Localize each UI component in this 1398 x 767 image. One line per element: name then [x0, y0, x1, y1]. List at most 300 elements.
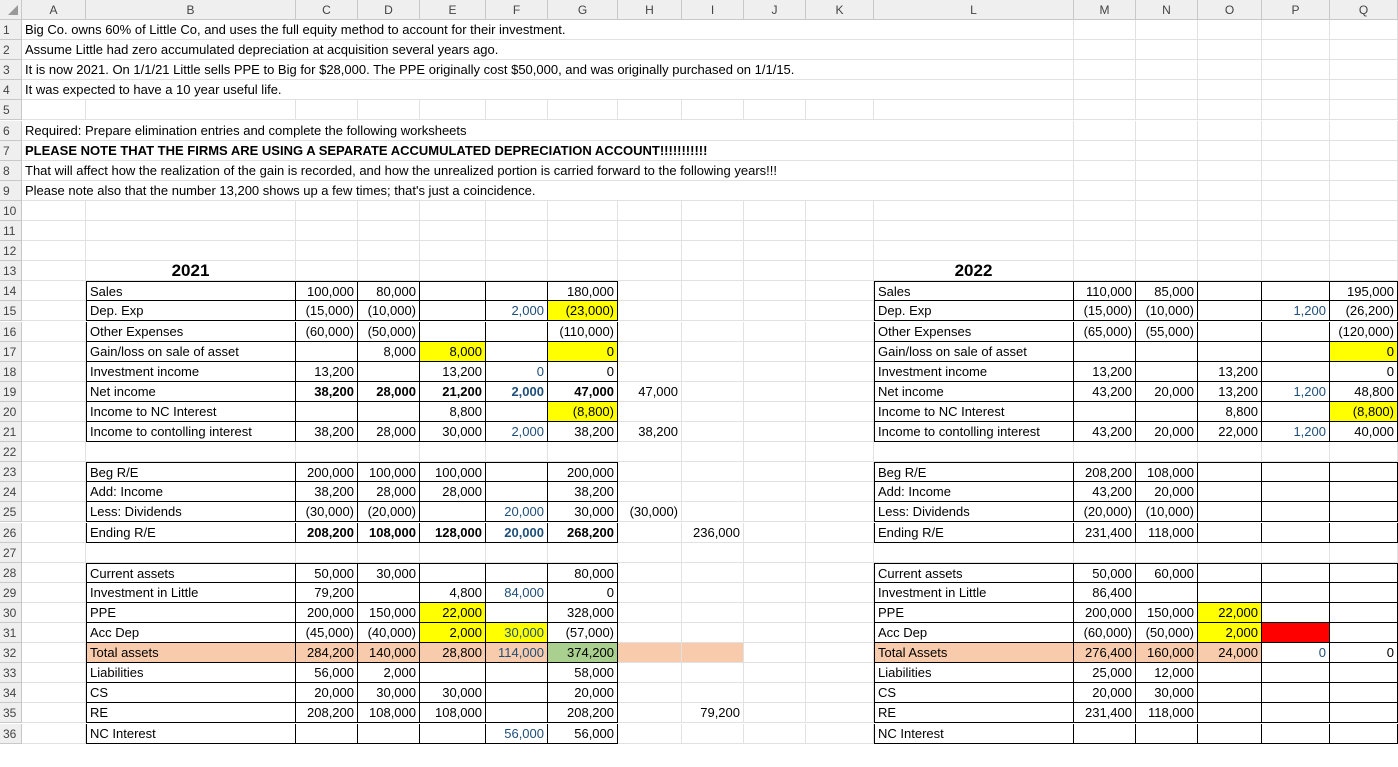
value-cell[interactable]: (20,000): [358, 502, 420, 522]
row-label[interactable]: CS: [874, 683, 1074, 703]
value-cell[interactable]: [1198, 683, 1262, 703]
grid-cell[interactable]: [1330, 221, 1398, 241]
value-cell[interactable]: 24,000: [1198, 643, 1262, 663]
value-cell[interactable]: (20,000): [1074, 502, 1136, 522]
note-text[interactable]: Assume Little had zero accumulated depreciation at acquisition several years ago.: [22, 40, 922, 60]
value-cell[interactable]: 108,000: [358, 523, 420, 543]
value-cell[interactable]: [1262, 523, 1330, 543]
value-cell[interactable]: [420, 563, 486, 583]
value-cell[interactable]: [1136, 362, 1198, 382]
grid-cell[interactable]: [22, 221, 86, 241]
grid-cell[interactable]: [744, 724, 806, 744]
column-header-f[interactable]: F: [486, 0, 548, 20]
grid-cell[interactable]: [22, 603, 86, 623]
value-cell[interactable]: [618, 603, 682, 623]
grid-cell[interactable]: [744, 683, 806, 703]
row-label[interactable]: RE: [86, 703, 296, 723]
value-cell[interactable]: 150,000: [358, 603, 420, 623]
value-cell[interactable]: [1262, 462, 1330, 482]
value-cell[interactable]: [682, 583, 744, 603]
column-header-c[interactable]: C: [296, 0, 358, 20]
value-cell[interactable]: [486, 281, 548, 301]
value-cell[interactable]: [1262, 362, 1330, 382]
value-cell[interactable]: [420, 502, 486, 522]
grid-cell[interactable]: [548, 241, 618, 261]
grid-cell[interactable]: [806, 382, 874, 402]
value-cell[interactable]: 38,200: [548, 422, 618, 442]
grid-cell[interactable]: [744, 523, 806, 543]
grid-cell[interactable]: [1330, 60, 1398, 80]
value-cell[interactable]: [682, 563, 744, 583]
row-header-9[interactable]: 9: [0, 181, 22, 201]
grid-cell[interactable]: [1136, 121, 1198, 141]
grid-cell[interactable]: [1262, 221, 1330, 241]
grid-cell[interactable]: [806, 703, 874, 723]
value-cell[interactable]: 0: [548, 342, 618, 362]
value-cell[interactable]: 8,000: [358, 342, 420, 362]
column-header-i[interactable]: I: [682, 0, 744, 20]
select-all-corner[interactable]: [0, 0, 22, 20]
value-cell[interactable]: [1262, 322, 1330, 342]
value-cell[interactable]: (30,000): [618, 502, 682, 522]
grid-cell[interactable]: [806, 100, 874, 120]
value-cell[interactable]: (10,000): [358, 301, 420, 321]
grid-cell[interactable]: [806, 281, 874, 301]
value-cell[interactable]: 231,400: [1074, 523, 1136, 543]
value-cell[interactable]: 13,200: [420, 362, 486, 382]
grid-cell[interactable]: [1074, 80, 1136, 100]
grid-cell[interactable]: [744, 563, 806, 583]
grid-cell[interactable]: [1136, 161, 1198, 181]
row-header-25[interactable]: 25: [0, 502, 22, 522]
grid-cell[interactable]: [1136, 261, 1198, 281]
grid-cell[interactable]: [22, 362, 86, 382]
grid-cell[interactable]: [874, 201, 1074, 221]
value-cell[interactable]: (8,800): [1330, 402, 1398, 422]
grid-cell[interactable]: [1074, 161, 1136, 181]
value-cell[interactable]: [618, 362, 682, 382]
row-header-17[interactable]: 17: [0, 342, 22, 362]
value-cell[interactable]: [618, 523, 682, 543]
grid-cell[interactable]: [1198, 241, 1262, 261]
value-cell[interactable]: 208,200: [1074, 462, 1136, 482]
value-cell[interactable]: [1330, 543, 1398, 563]
value-cell[interactable]: 2,000: [358, 663, 420, 683]
column-header-m[interactable]: M: [1074, 0, 1136, 20]
value-cell[interactable]: (23,000): [548, 301, 618, 321]
grid-cell[interactable]: [420, 100, 486, 120]
value-cell[interactable]: [1330, 724, 1398, 744]
value-cell[interactable]: 0: [1262, 643, 1330, 663]
value-cell[interactable]: [1262, 402, 1330, 422]
value-cell[interactable]: [358, 543, 420, 563]
grid-cell[interactable]: [744, 281, 806, 301]
value-cell[interactable]: 79,200: [296, 583, 358, 603]
value-cell[interactable]: [1198, 563, 1262, 583]
grid-cell[interactable]: [806, 362, 874, 382]
value-cell[interactable]: 22,000: [420, 603, 486, 623]
value-cell[interactable]: [682, 301, 744, 321]
grid-cell[interactable]: [22, 523, 86, 543]
value-cell[interactable]: 47,000: [548, 382, 618, 402]
grid-cell[interactable]: [1198, 261, 1262, 281]
grid-cell[interactable]: [1262, 161, 1330, 181]
value-cell[interactable]: 79,200: [682, 703, 744, 723]
grid-cell[interactable]: [1074, 141, 1136, 161]
column-header-p[interactable]: P: [1262, 0, 1330, 20]
grid-cell[interactable]: [1262, 241, 1330, 261]
value-cell[interactable]: [682, 502, 744, 522]
row-header-35[interactable]: 35: [0, 703, 22, 723]
grid-cell[interactable]: [22, 100, 86, 120]
value-cell[interactable]: 40,000: [1330, 422, 1398, 442]
row-header-6[interactable]: 6: [0, 121, 22, 141]
value-cell[interactable]: [358, 583, 420, 603]
grid-cell[interactable]: [874, 221, 1074, 241]
row-label[interactable]: PPE: [874, 603, 1074, 623]
row-header-28[interactable]: 28: [0, 563, 22, 583]
value-cell[interactable]: 140,000: [358, 643, 420, 663]
grid-cell[interactable]: [806, 221, 874, 241]
column-header-n[interactable]: N: [1136, 0, 1198, 20]
grid-cell[interactable]: [744, 482, 806, 502]
value-cell[interactable]: [1262, 603, 1330, 623]
row-header-18[interactable]: 18: [0, 362, 22, 382]
grid-cell[interactable]: [22, 502, 86, 522]
value-cell[interactable]: 13,200: [1198, 362, 1262, 382]
grid-cell[interactable]: [296, 201, 358, 221]
grid-cell[interactable]: [22, 663, 86, 683]
grid-cell[interactable]: [22, 543, 86, 563]
row-label[interactable]: Current assets: [86, 563, 296, 583]
value-cell[interactable]: [682, 543, 744, 563]
value-cell[interactable]: [358, 362, 420, 382]
row-header-30[interactable]: 30: [0, 603, 22, 623]
value-cell[interactable]: 110,000: [1074, 281, 1136, 301]
value-cell[interactable]: (50,000): [1136, 623, 1198, 643]
grid-cell[interactable]: [1198, 121, 1262, 141]
grid-cell[interactable]: [806, 261, 874, 281]
grid-cell[interactable]: [682, 100, 744, 120]
grid-cell[interactable]: [1136, 241, 1198, 261]
value-cell[interactable]: [1330, 563, 1398, 583]
value-cell[interactable]: [358, 442, 420, 462]
value-cell[interactable]: [682, 482, 744, 502]
grid-cell[interactable]: [806, 724, 874, 744]
grid-cell[interactable]: [1074, 261, 1136, 281]
row-label[interactable]: [86, 543, 296, 563]
value-cell[interactable]: 50,000: [1074, 563, 1136, 583]
value-cell[interactable]: 21,200: [420, 382, 486, 402]
value-cell[interactable]: 108,000: [358, 703, 420, 723]
value-cell[interactable]: 0: [548, 583, 618, 603]
value-cell[interactable]: 374,200: [548, 643, 618, 663]
value-cell[interactable]: 38,200: [618, 422, 682, 442]
value-cell[interactable]: 150,000: [1136, 603, 1198, 623]
value-cell[interactable]: 30,000: [358, 563, 420, 583]
row-header-19[interactable]: 19: [0, 382, 22, 402]
grid-cell[interactable]: [1330, 261, 1398, 281]
value-cell[interactable]: 0: [486, 362, 548, 382]
value-cell[interactable]: [1262, 502, 1330, 522]
grid-cell[interactable]: [744, 362, 806, 382]
value-cell[interactable]: 0: [1330, 643, 1398, 663]
value-cell[interactable]: [1330, 583, 1398, 603]
value-cell[interactable]: [682, 462, 744, 482]
value-cell[interactable]: [682, 643, 744, 663]
value-cell[interactable]: (60,000): [1074, 623, 1136, 643]
value-cell[interactable]: [1136, 442, 1198, 462]
value-cell[interactable]: 30,000: [548, 502, 618, 522]
value-cell[interactable]: [618, 301, 682, 321]
grid-cell[interactable]: [744, 603, 806, 623]
grid-cell[interactable]: [86, 241, 296, 261]
value-cell[interactable]: [618, 482, 682, 502]
grid-cell[interactable]: [1262, 201, 1330, 221]
grid-cell[interactable]: [22, 261, 86, 281]
column-header-o[interactable]: O: [1198, 0, 1262, 20]
column-header-d[interactable]: D: [358, 0, 420, 20]
value-cell[interactable]: [1198, 462, 1262, 482]
value-cell[interactable]: [1074, 402, 1136, 422]
grid-cell[interactable]: [22, 482, 86, 502]
value-cell[interactable]: 56,000: [486, 724, 548, 744]
grid-cell[interactable]: [806, 241, 874, 261]
value-cell[interactable]: [1330, 482, 1398, 502]
grid-cell[interactable]: [1330, 241, 1398, 261]
value-cell[interactable]: 38,200: [296, 482, 358, 502]
value-cell[interactable]: 284,200: [296, 643, 358, 663]
value-cell[interactable]: [682, 402, 744, 422]
value-cell[interactable]: [1198, 281, 1262, 301]
grid-cell[interactable]: [1074, 100, 1136, 120]
value-cell[interactable]: [1136, 402, 1198, 422]
value-cell[interactable]: 2,000: [486, 301, 548, 321]
grid-cell[interactable]: [1136, 100, 1198, 120]
grid-cell[interactable]: [420, 201, 486, 221]
row-label[interactable]: Gain/loss on sale of asset: [86, 342, 296, 362]
value-cell[interactable]: [682, 442, 744, 462]
grid-cell[interactable]: [744, 502, 806, 522]
value-cell[interactable]: [486, 322, 548, 342]
row-label[interactable]: Total assets: [86, 643, 296, 663]
grid-cell[interactable]: [296, 261, 358, 281]
grid-cell[interactable]: [1198, 20, 1262, 40]
value-cell[interactable]: 47,000: [618, 382, 682, 402]
value-cell[interactable]: 200,000: [1074, 603, 1136, 623]
grid-cell[interactable]: [618, 100, 682, 120]
value-cell[interactable]: 85,000: [1136, 281, 1198, 301]
value-cell[interactable]: 48,800: [1330, 382, 1398, 402]
grid-cell[interactable]: [1198, 161, 1262, 181]
grid-cell[interactable]: [548, 221, 618, 241]
value-cell[interactable]: 0: [548, 362, 618, 382]
value-cell[interactable]: 43,200: [1074, 482, 1136, 502]
grid-cell[interactable]: [22, 462, 86, 482]
value-cell[interactable]: [618, 402, 682, 422]
grid-cell[interactable]: [744, 442, 806, 462]
value-cell[interactable]: (65,000): [1074, 322, 1136, 342]
value-cell[interactable]: 8,000: [420, 342, 486, 362]
grid-cell[interactable]: [1136, 40, 1198, 60]
value-cell[interactable]: 2,000: [486, 422, 548, 442]
value-cell[interactable]: [486, 603, 548, 623]
row-label[interactable]: PPE: [86, 603, 296, 623]
note-text[interactable]: It is now 2021. On 1/1/21 Little sells PPE to Big for $28,000. The PPE originally cost $50,000, and was originally purchased on 1/1/15.: [22, 60, 922, 80]
value-cell[interactable]: (40,000): [358, 623, 420, 643]
grid-cell[interactable]: [1330, 141, 1398, 161]
grid-cell[interactable]: [22, 201, 86, 221]
value-cell[interactable]: [1330, 523, 1398, 543]
value-cell[interactable]: [1262, 543, 1330, 563]
value-cell[interactable]: [618, 703, 682, 723]
row-label[interactable]: Less: Dividends: [86, 502, 296, 522]
grid-cell[interactable]: [1074, 201, 1136, 221]
value-cell[interactable]: [682, 382, 744, 402]
value-cell[interactable]: [1330, 683, 1398, 703]
value-cell[interactable]: 2,000: [420, 623, 486, 643]
grid-cell[interactable]: [1330, 100, 1398, 120]
row-label[interactable]: Liabilities: [874, 663, 1074, 683]
grid-cell[interactable]: [1198, 181, 1262, 201]
row-header-29[interactable]: 29: [0, 583, 22, 603]
grid-cell[interactable]: [744, 322, 806, 342]
value-cell[interactable]: [1330, 603, 1398, 623]
row-header-21[interactable]: 21: [0, 422, 22, 442]
row-header-1[interactable]: 1: [0, 20, 22, 40]
value-cell[interactable]: 8,800: [420, 402, 486, 422]
row-label[interactable]: Total Assets: [874, 643, 1074, 663]
grid-cell[interactable]: [296, 221, 358, 241]
row-label[interactable]: Beg R/E: [874, 462, 1074, 482]
grid-cell[interactable]: [22, 322, 86, 342]
value-cell[interactable]: 8,800: [1198, 402, 1262, 422]
value-cell[interactable]: [1074, 543, 1136, 563]
grid-cell[interactable]: [1262, 121, 1330, 141]
value-cell[interactable]: 20,000: [1136, 422, 1198, 442]
grid-cell[interactable]: [548, 261, 618, 281]
value-cell[interactable]: [1262, 724, 1330, 744]
grid-cell[interactable]: [420, 241, 486, 261]
value-cell[interactable]: [618, 462, 682, 482]
value-cell[interactable]: 4,800: [420, 583, 486, 603]
value-cell[interactable]: (10,000): [1136, 301, 1198, 321]
column-header-g[interactable]: G: [548, 0, 618, 20]
grid-cell[interactable]: [1136, 60, 1198, 80]
row-label[interactable]: RE: [874, 703, 1074, 723]
value-cell[interactable]: 84,000: [486, 583, 548, 603]
row-label[interactable]: Income to NC Interest: [874, 402, 1074, 422]
row-header-16[interactable]: 16: [0, 322, 22, 342]
grid-cell[interactable]: [1074, 181, 1136, 201]
grid-cell[interactable]: [682, 241, 744, 261]
grid-cell[interactable]: [744, 543, 806, 563]
value-cell[interactable]: [682, 663, 744, 683]
value-cell[interactable]: [682, 422, 744, 442]
value-cell[interactable]: 108,000: [420, 703, 486, 723]
value-cell[interactable]: 22,000: [1198, 422, 1262, 442]
grid-cell[interactable]: [1136, 20, 1198, 40]
grid-cell[interactable]: [1074, 20, 1136, 40]
value-cell[interactable]: 13,200: [1198, 382, 1262, 402]
grid-cell[interactable]: [806, 583, 874, 603]
value-cell[interactable]: 43,200: [1074, 422, 1136, 442]
note-text[interactable]: PLEASE NOTE THAT THE FIRMS ARE USING A SEPARATE ACCUMULATED DEPRECIATION ACCOUNT!!!!!!!!!!!: [22, 141, 922, 161]
value-cell[interactable]: 160,000: [1136, 643, 1198, 663]
grid-cell[interactable]: [618, 241, 682, 261]
row-header-31[interactable]: 31: [0, 623, 22, 643]
value-cell[interactable]: 28,000: [420, 482, 486, 502]
grid-cell[interactable]: [744, 402, 806, 422]
value-cell[interactable]: 13,200: [1074, 362, 1136, 382]
value-cell[interactable]: (60,000): [296, 322, 358, 342]
value-cell[interactable]: 100,000: [420, 462, 486, 482]
value-cell[interactable]: 22,000: [1198, 603, 1262, 623]
value-cell[interactable]: 30,000: [1136, 683, 1198, 703]
grid-cell[interactable]: [874, 241, 1074, 261]
grid-cell[interactable]: [682, 261, 744, 281]
grid-cell[interactable]: [358, 201, 420, 221]
value-cell[interactable]: 20,000: [1136, 482, 1198, 502]
value-cell[interactable]: [296, 442, 358, 462]
value-cell[interactable]: [1198, 301, 1262, 321]
row-header-3[interactable]: 3: [0, 60, 22, 80]
value-cell[interactable]: 200,000: [548, 462, 618, 482]
value-cell[interactable]: [1198, 442, 1262, 462]
grid-cell[interactable]: [486, 100, 548, 120]
grid-cell[interactable]: [1330, 80, 1398, 100]
column-header-k[interactable]: K: [806, 0, 874, 20]
value-cell[interactable]: [618, 442, 682, 462]
grid-cell[interactable]: [1330, 20, 1398, 40]
grid-cell[interactable]: [1198, 221, 1262, 241]
grid-cell[interactable]: [806, 201, 874, 221]
value-cell[interactable]: 208,200: [296, 703, 358, 723]
value-cell[interactable]: (30,000): [296, 502, 358, 522]
grid-cell[interactable]: [744, 221, 806, 241]
grid-cell[interactable]: [1262, 20, 1330, 40]
value-cell[interactable]: [486, 703, 548, 723]
row-header-20[interactable]: 20: [0, 402, 22, 422]
row-header-5[interactable]: 5: [0, 100, 22, 120]
column-header-q[interactable]: Q: [1330, 0, 1398, 20]
value-cell[interactable]: [1074, 442, 1136, 462]
grid-cell[interactable]: [1330, 40, 1398, 60]
row-label[interactable]: NC Interest: [86, 724, 296, 744]
column-header-b[interactable]: B: [86, 0, 296, 20]
row-label[interactable]: Other Expenses: [86, 322, 296, 342]
value-cell[interactable]: (8,800): [548, 402, 618, 422]
value-cell[interactable]: (15,000): [296, 301, 358, 321]
value-cell[interactable]: [682, 322, 744, 342]
value-cell[interactable]: (120,000): [1330, 322, 1398, 342]
row-label[interactable]: Beg R/E: [86, 462, 296, 482]
value-cell[interactable]: 30,000: [420, 422, 486, 442]
value-cell[interactable]: 118,000: [1136, 703, 1198, 723]
value-cell[interactable]: [1198, 724, 1262, 744]
grid-cell[interactable]: [22, 281, 86, 301]
value-cell[interactable]: [682, 342, 744, 362]
grid-cell[interactable]: [486, 261, 548, 281]
grid-cell[interactable]: [1074, 221, 1136, 241]
value-cell[interactable]: [1198, 523, 1262, 543]
grid-cell[interactable]: [806, 543, 874, 563]
row-label[interactable]: Liabilities: [86, 663, 296, 683]
value-cell[interactable]: [358, 402, 420, 422]
row-label[interactable]: Dep. Exp: [874, 301, 1074, 321]
value-cell[interactable]: 28,800: [420, 643, 486, 663]
column-header-j[interactable]: J: [744, 0, 806, 20]
